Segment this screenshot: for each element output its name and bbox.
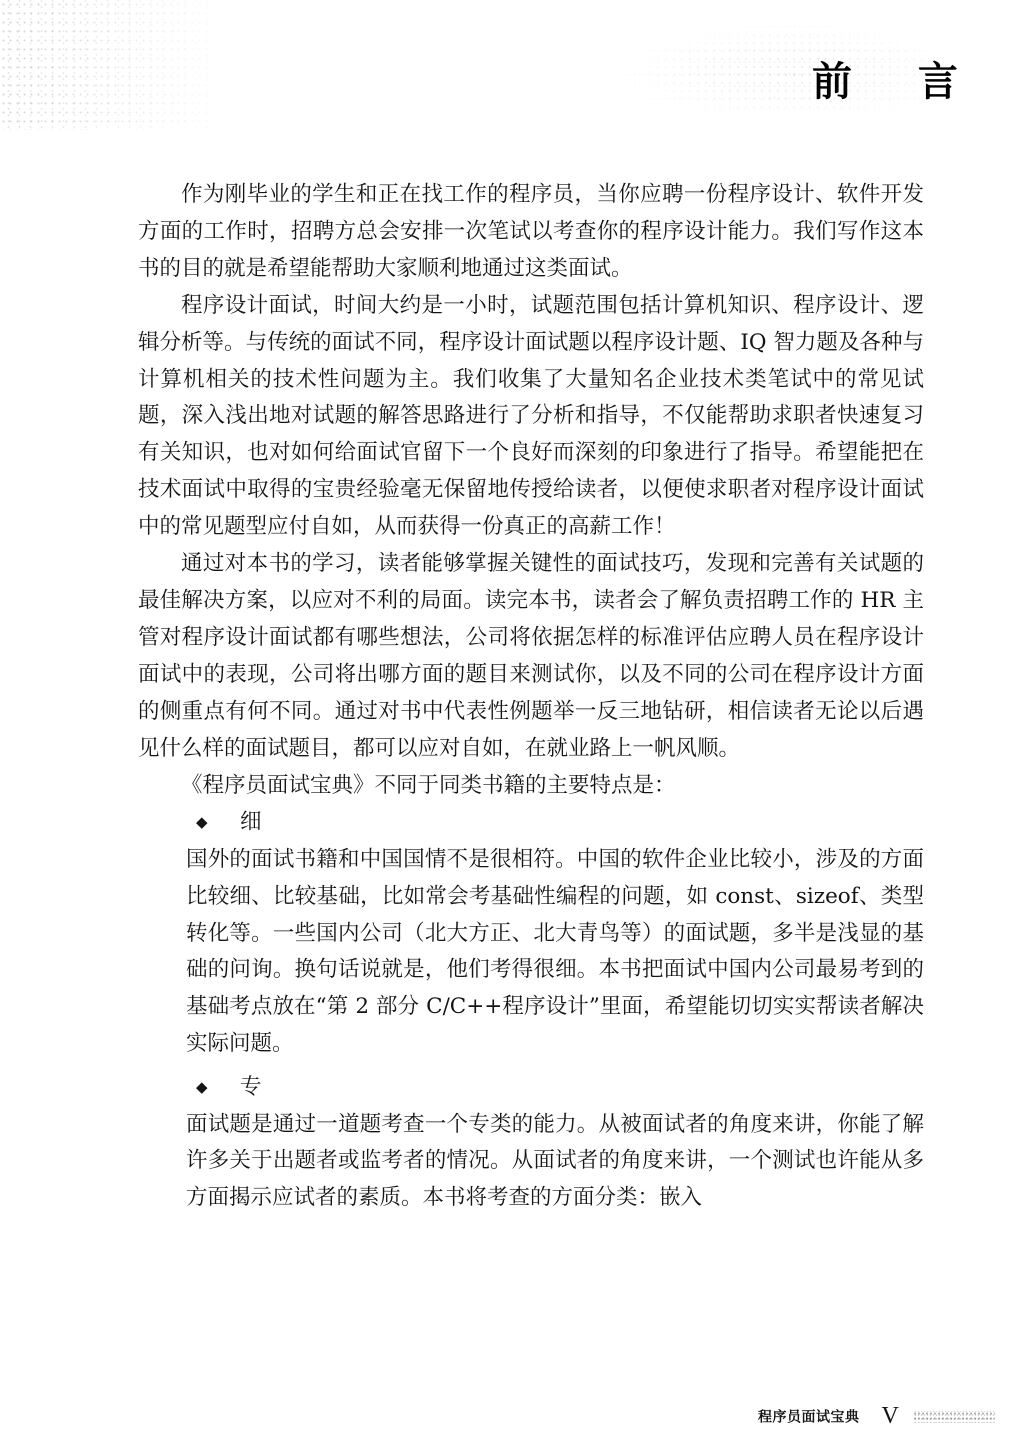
paragraph-book-benefits: 通过对本书的学习，读者能够掌握关键性的面试技巧，发现和完善有关试题的最佳解决方案，以应对不利的局面。读完本书，读者会了解负责招聘工作的 HR 主管对程序设计面试都有哪些想法，公司将依据怎样的标准评估应聘人员在程序设计面试中的表现，公司将出哪方面的题目来测试你，以及不同的公司在程序设计方面的侧重点有何不同。通过对书中代表性例题举一反三地钻研，相信读者无论以后遇见什么样的面试题目，都可以应对自如，在就业路上一帆风顺。 [138, 551, 924, 761]
feature-text-specialized: 面试题是通过一道题考查一个专类的能力。从被面试者的角度来讲，你能了解许多关于出题者或监考者的情况。从面试者的角度来讲，一个测试也许能从多方面揭示应试者的素质。本书将考查的方面分类：嵌入 [186, 1111, 924, 1211]
footer-page-number: V [881, 1403, 899, 1429]
footer-book-title: 程序员面试宝典 [758, 1409, 860, 1426]
scan-noise-top-left [0, 0, 240, 130]
feature-heading-specialized [138, 1069, 924, 1106]
scan-noise-footer [913, 1411, 995, 1423]
paragraph-interview-overview: 程序设计面试，时间大约是一小时，试题范围包括计算机知识、程序设计、逻辑分析等。与传统的面试不同，程序设计面试题以程序设计题、IQ 智力题及各种与计算机相关的技术性问题为主。我们收集了大量知名企业技术类笔试中的常见试题，深入浅出地对试题的解答思路进行了分析和指导，不仅能帮助求职者快速复习有关知识，也对如何给面试官留下一个良好而深刻的印象进行了指导。希望能把在技术面试中取得的宝贵经验毫无保留地传授给读者，以便使求职者对程序设计面试中的常见题型应付自如，从而获得一份真正的高薪工作！ [138, 292, 924, 540]
page-title: 前 言 [812, 59, 984, 105]
diamond-bullet-icon: ◆ [196, 1078, 208, 1097]
paragraph-features-intro: 《程序员面试宝典》不同于同类书籍的主要特点是： [181, 772, 676, 798]
feature-text-detail: 国外的面试书籍和中国国情不是很相符。中国的软件企业比较小，涉及的方面比较细、比较基础，比如常会考基础性编程的问题，如 const、sizeof、类型转化等。一些国内公司（北大方正、北大青鸟等）的面试题，多半是浅显的基础的问询。换句话说就是，他们考得很细。本书把面试中国内公司最易考到的基础考点放在“第 2 部分 C/C++程序设计”里面，希望能切切实实帮读者解决实际问题。 [186, 846, 924, 1057]
feature-label: 专 [240, 1074, 262, 1100]
feature-label: 细 [240, 809, 262, 835]
feature-heading-detail [138, 804, 924, 841]
diamond-bullet-icon: ◆ [196, 813, 208, 832]
page-footer [758, 1403, 995, 1430]
preface-body [138, 177, 924, 1217]
paragraph-intro: 作为刚毕业的学生和正在找工作的程序员，当你应聘一份程序设计、软件开发方面的工作时，招聘方总会安排一次笔试以考查你的程序设计能力。我们写作这本书的目的就是希望能帮助大家顺利地通过这类面试。 [138, 182, 924, 281]
